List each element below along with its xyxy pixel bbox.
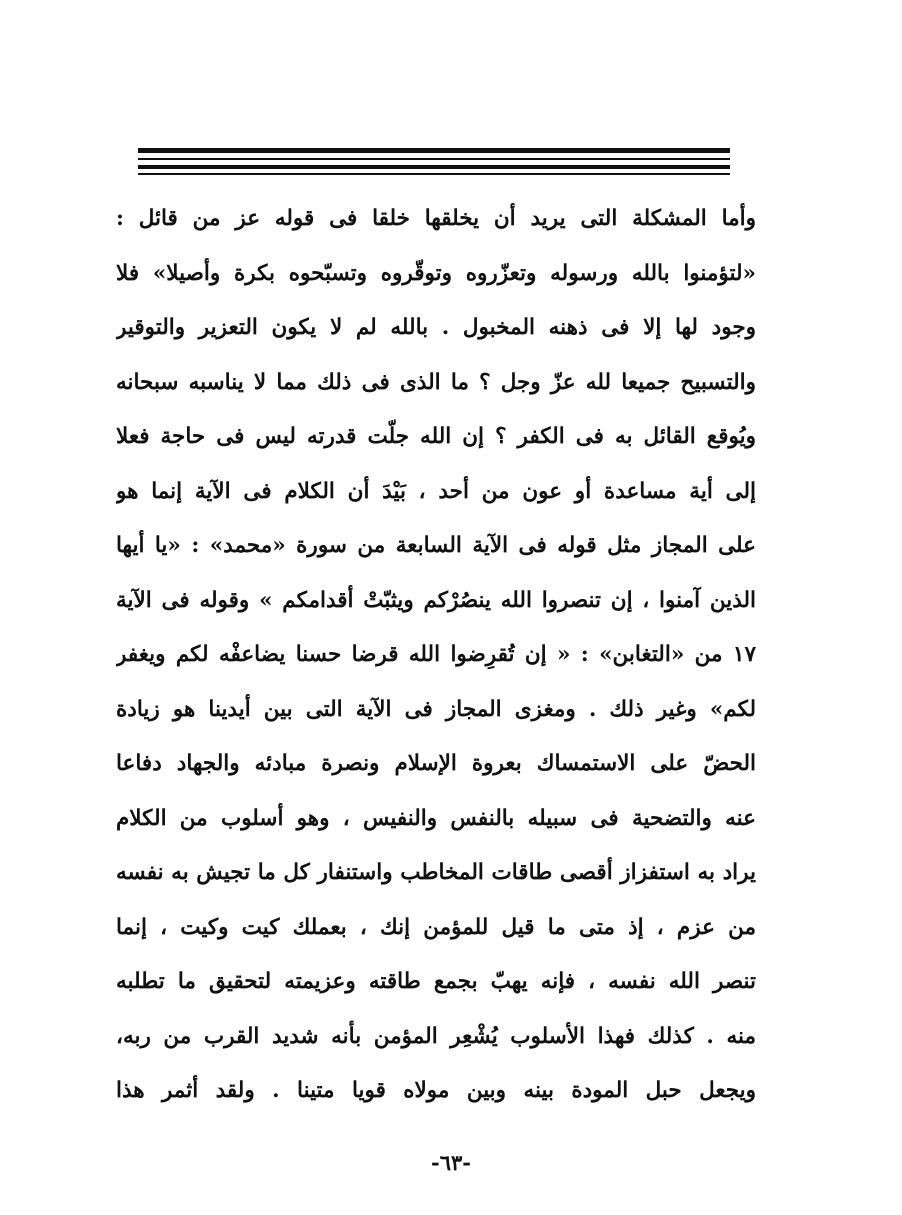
header-rule-line bbox=[138, 148, 730, 153]
text-line: منه . كذلك فهذا الأسلوب يُشْعِر المؤمن بأنه شديد القرب من ربه، bbox=[116, 1023, 756, 1049]
text-line: وأما المشكلة التى يريد أن يخلقها خلقا فى قوله عز من قائل : bbox=[116, 206, 756, 231]
text-line: ويُوقع القائل به فى الكفر ؟ إن الله جلّت قدرته ليس فى حاجة فعلا bbox=[116, 424, 756, 449]
text-line: وجود لها إلا فى ذهنه المخبول . بالله لم لا يكون التعزير والتوقير bbox=[116, 315, 756, 340]
header-rule-line bbox=[138, 165, 730, 169]
text-line: يراد به استفزاز أقصى طاقات المخاطب واستنفار كل ما تجيش به نفسه bbox=[116, 860, 756, 885]
text-line: والتسبيح جميعا لله عزّ وجل ؟ ما الذى فى ذلك مما لا يناسبه سبحانه bbox=[116, 369, 756, 395]
text-line: عنه والتضحية فى سبيله بالنفس والنفيس ، وهو أسلوب من الكلام bbox=[116, 805, 756, 831]
text-line: لكم» وغير ذلك . ومغزى المجاز فى الآية التى بين أيدينا هو زيادة bbox=[116, 696, 756, 722]
text-line: إلى أية مساعدة أو عون من أحد ، بَيْدَ أن الكلام فى الآية إنما هو bbox=[116, 478, 756, 504]
text-line: ١٧ من «التغابن» : « إن تُقرِضوا الله قرضا حسنا يضاعفْه لكم ويغفر bbox=[116, 642, 756, 667]
text-line: الذين آمنوا ، إن تنصروا الله ينصُرْكم ويثبّتْ أقدامكم » وقوله فى الآية bbox=[116, 587, 756, 613]
text-line: من عزم ، إذ متى ما قيل للمؤمن إنك ، بعملك كيت وكيت ، إنما bbox=[116, 914, 756, 940]
header-rule-line bbox=[138, 173, 730, 175]
text-line: الحضّ على الاستمساك بعروة الإسلام ونصرة مبادئه والجهاد دفاعا bbox=[116, 751, 756, 776]
text-line: تنصر الله نفسه ، فإنه يهبّ بجمع طاقته وعزيمته لتحقيق ما تطلبه bbox=[116, 969, 756, 994]
text-line: ويجعل حبل المودة بينه وبين مولاه قويا متينا . ولقد أثمر هذا bbox=[116, 1078, 756, 1103]
page-number: -٦٣- bbox=[431, 1150, 471, 1175]
text-line: «لتؤمنوا بالله ورسوله وتعزّروه وتوقّروه وتسبّحوه بكرة وأصيلا» فلا bbox=[116, 260, 756, 286]
header-rule-line bbox=[138, 158, 730, 160]
body-text bbox=[116, 192, 756, 1119]
text-line: على المجاز مثل قوله فى الآية السابعة من سورة «محمد» : «يا أيها bbox=[116, 533, 756, 558]
